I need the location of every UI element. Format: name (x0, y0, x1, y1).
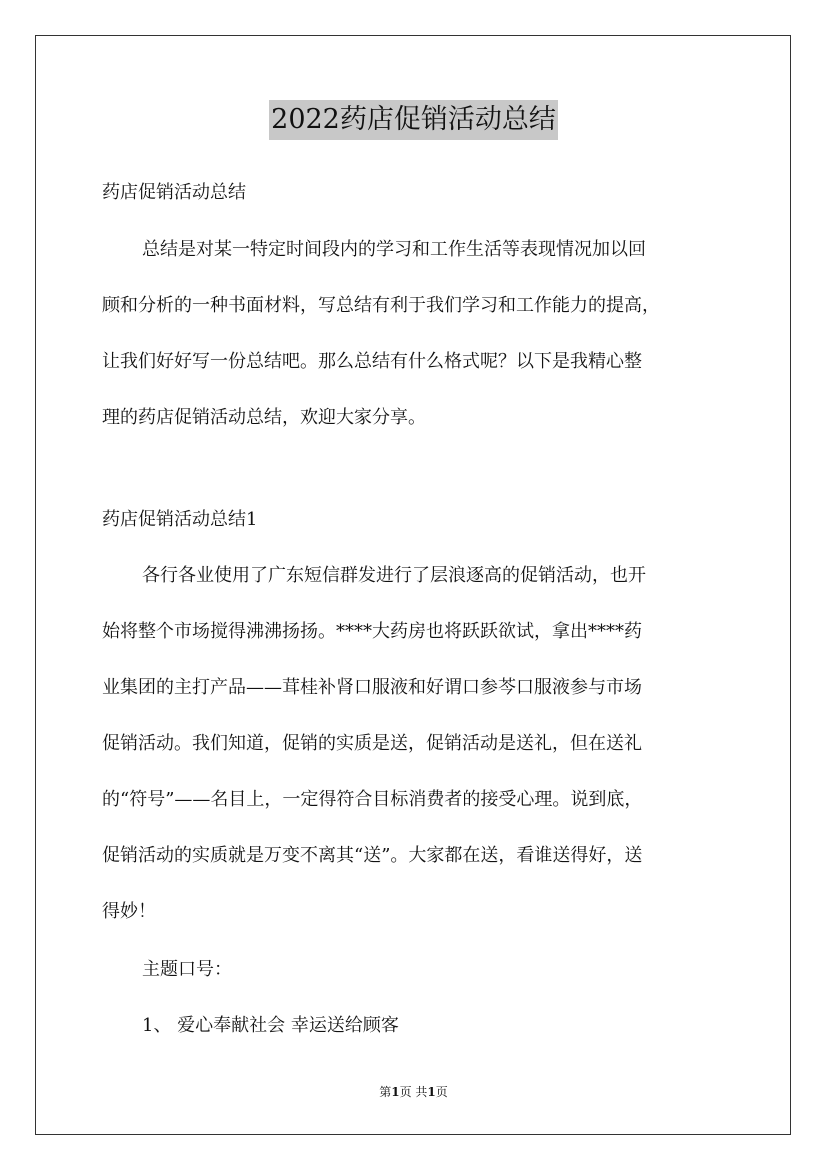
body-line-5: 的“符号”——名目上，一定得符合目标消费者的接受心理。说到底， (102, 789, 643, 810)
intro-line-2: 顾和分析的一种书面材料，写总结有利于我们学习和工作能力的提高， (102, 295, 660, 316)
body-line-1: 各行各业使用了广东短信群发进行了层浪逐高的促销活动，也开 (142, 565, 646, 586)
body-line-4: 促销活动。我们知道，促销的实质是送，促销活动是送礼，但在送礼 (102, 733, 642, 754)
intro-line-1: 总结是对某一特定时间段内的学习和工作生活等表现情况加以回 (142, 239, 646, 260)
intro-line-3: 让我们好好写一份总结吧。那么总结有什么格式呢？以下是我精心整 (102, 351, 642, 372)
intro-line-4: 理的药店促销活动总结，欢迎大家分享。 (102, 407, 426, 428)
footer-suffix: 页 (435, 1085, 448, 1099)
document-subtitle: 药店促销活动总结 (102, 182, 246, 203)
body-line-3: 业集团的主打产品——茸桂补肾口服液和好谓口参芩口服液参与市场 (102, 677, 642, 698)
slogan-item: 1、 爱心奉献社会 幸运送给顾客 (142, 1015, 399, 1036)
document-title: 2022药店促销活动总结 (269, 100, 558, 140)
slogan-label: 主题口号： (142, 959, 232, 980)
footer-total-pages: 1 (427, 1085, 436, 1099)
page-footer (0, 1084, 827, 1100)
body-line-2: 始将整个市场搅得沸沸扬扬。****大药房也将跃跃欲试，拿出****药 (102, 621, 642, 642)
body-line-7: 得妙！ (102, 901, 156, 922)
footer-prefix: 第 (379, 1085, 392, 1099)
footer-middle: 页 共 (399, 1085, 428, 1099)
body-line-6: 促销活动的实质就是万变不离其“送”。大家都在送，看谁送得好，送 (102, 845, 643, 866)
title-container (0, 100, 827, 140)
footer-page-number: 1 (391, 1085, 400, 1099)
section-heading: 药店促销活动总结1 (102, 509, 258, 530)
